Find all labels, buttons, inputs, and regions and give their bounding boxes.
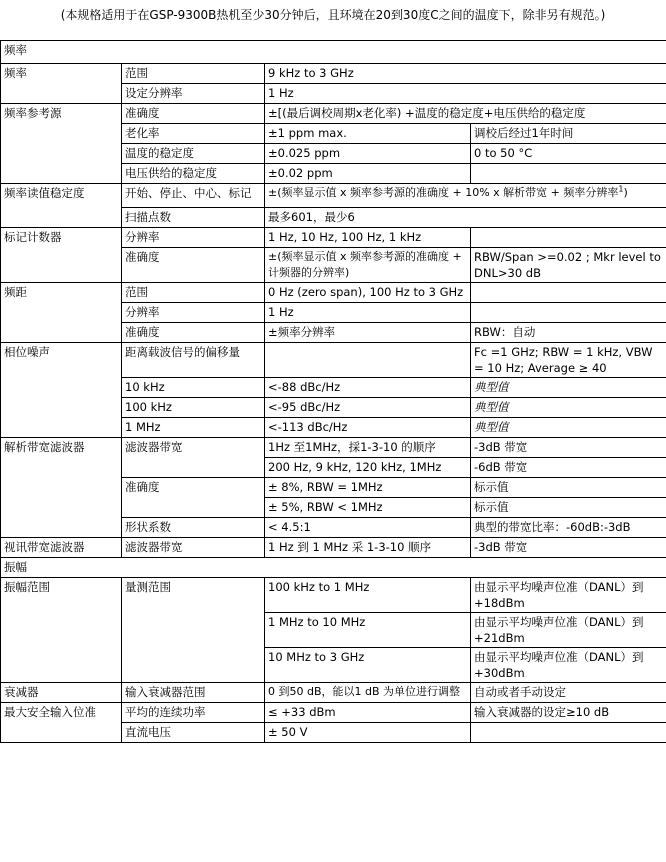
readout-formula: ±(频率显示值 x 频率参考源的准确度 + 10% x 解析带宽 + 频率分辨率 (268, 186, 619, 199)
value-cell (265, 184, 666, 208)
param-cell: 准确度 (122, 248, 265, 283)
value-cell: 0 Hz (zero span), 100 Hz to 3 GHz (265, 283, 471, 303)
value-cell: 1 Hz, 10 Hz, 100 Hz, 1 kHz (265, 228, 471, 248)
table-row (1, 184, 666, 208)
value-cell: <-113 dBc/Hz (265, 418, 471, 438)
value-cell: ±0.025 ppm (265, 144, 471, 164)
note-cell: Fc =1 GHz; RBW = 1 kHz, VBW = 10 Hz; Average ≥ 40 (471, 343, 666, 378)
value-cell: ±(频率显示值 x 频率参考源的准确度 + 计频器的分辨率) (265, 248, 471, 283)
category-cell: 振幅范围 (1, 578, 122, 683)
value-cell: ± 50 V (265, 723, 471, 743)
category-cell: 标记计数器 (1, 228, 122, 283)
value-cell: <-88 dBc/Hz (265, 378, 471, 398)
value-cell: ±[(最后调校周期x老化率) +温度的稳定度+电压供给的稳定度 (265, 104, 666, 124)
param-cell: 滤波器带宽 (122, 538, 265, 558)
note-cell: 输入衰减器的设定≥10 dB (471, 703, 666, 723)
value-cell: ≤ +33 dBm (265, 703, 471, 723)
table-row (1, 538, 666, 558)
param-cell: 设定分辨率 (122, 84, 265, 104)
table-row (1, 343, 666, 378)
note-cell (471, 283, 666, 303)
param-cell: 准确度 (122, 104, 265, 124)
note-cell: RBW/Span >=0.02 ; Mkr level to DNL>30 dB (471, 248, 666, 283)
category-cell: 频距 (1, 283, 122, 343)
value-cell: 1 Hz 到 1 MHz 采 1-3-10 顺序 (265, 538, 471, 558)
param-cell: 准确度 (122, 478, 265, 518)
category-cell: 频率读值稳定度 (1, 184, 122, 228)
note-cell: 标示值 (471, 478, 666, 498)
param-cell: 范围 (122, 283, 265, 303)
note-cell: 典型值 (471, 398, 666, 418)
note-cell: 自动或者手动设定 (471, 683, 666, 703)
note-cell: -6dB 带宽 (471, 458, 666, 478)
note-cell: 0 to 50 °C (471, 144, 666, 164)
param-cell: 电压供给的稳定度 (122, 164, 265, 184)
table-row (1, 228, 666, 248)
value-cell: <-95 dBc/Hz (265, 398, 471, 418)
param-cell: 温度的稳定度 (122, 144, 265, 164)
param-cell: 平均的连续功率 (122, 703, 265, 723)
table-row (1, 703, 666, 723)
note-cell: 由显示平均噪声位准（DANL）到 +18dBm (471, 578, 666, 613)
note-cell: 典型值 (471, 418, 666, 438)
value-cell: 1Hz 至1MHz，採1-3-10 的顺序 (265, 438, 471, 458)
section-row (1, 41, 666, 64)
table-row (1, 104, 666, 124)
value-cell: ±频率分辨率 (265, 323, 471, 343)
param-cell: 10 kHz (122, 378, 265, 398)
param-cell: 输入衰减器范围 (122, 683, 265, 703)
param-cell: 老化率 (122, 124, 265, 144)
section-row (1, 558, 666, 578)
param-cell: 1 MHz (122, 418, 265, 438)
category-cell: 频率 (1, 64, 122, 104)
note-cell: -3dB 带宽 (471, 538, 666, 558)
category-cell: 相位噪声 (1, 343, 122, 438)
note-cell: 由显示平均噪声位准（DANL）到 +30dBm (471, 648, 666, 683)
param-cell: 分辨率 (122, 228, 265, 248)
table-row (1, 64, 666, 84)
footnote-marker: 1 (618, 184, 624, 194)
note-cell (471, 723, 666, 743)
param-cell: 分辨率 (122, 303, 265, 323)
note-cell (471, 228, 666, 248)
spec-conditions-note: (本规格适用于在GSP-9300B热机至少30分钟后，且环境在20到30度C之间的温度下，除非另有规范。) (60, 8, 606, 22)
table-row (1, 578, 666, 613)
note-cell: 典型值 (471, 378, 666, 398)
value-cell: 最多601，最少6 (265, 208, 666, 228)
category-cell: 视讯带宽滤波器 (1, 538, 122, 558)
category-cell: 解析带宽滤波器 (1, 438, 122, 538)
value-cell: ±0.02 ppm (265, 164, 471, 184)
param-cell: 准确度 (122, 323, 265, 343)
param-cell: 形状系数 (122, 518, 265, 538)
param-cell: 距离载波信号的偏移量 (122, 343, 265, 378)
value-cell: 1 MHz to 10 MHz (265, 613, 471, 648)
note-cell: 典型的带宽比率：-60dB:-3dB (471, 518, 666, 538)
param-cell: 扫描点数 (122, 208, 265, 228)
category-cell: 最大安全输入位准 (1, 703, 122, 743)
note-cell: -3dB 带宽 (471, 438, 666, 458)
param-cell: 量测范围 (122, 578, 265, 683)
table-row (1, 438, 666, 458)
note-cell: 由显示平均噪声位准（DANL）到 +21dBm (471, 613, 666, 648)
param-cell: 开始、停止、中心、标记 (122, 184, 265, 208)
table-row (1, 683, 666, 703)
value-cell: 1 Hz (265, 303, 471, 323)
param-cell: 直流电压 (122, 723, 265, 743)
note-cell (471, 303, 666, 323)
readout-close: ) (623, 186, 628, 199)
section-amplitude: 振幅 (1, 558, 666, 578)
param-cell: 滤波器带宽 (122, 438, 265, 478)
note-cell: 调校后经过1年时间 (471, 124, 666, 144)
value-cell (265, 343, 471, 378)
value-cell: 1 Hz (265, 84, 666, 104)
value-cell: 0 到50 dB，能以1 dB 为单位进行调整 (265, 683, 471, 703)
value-cell: 100 kHz to 1 MHz (265, 578, 471, 613)
value-cell: 200 Hz, 9 kHz, 120 kHz, 1MHz (265, 458, 471, 478)
note-cell (471, 164, 666, 184)
param-cell: 100 kHz (122, 398, 265, 418)
param-cell: 范围 (122, 64, 265, 84)
table-row (1, 283, 666, 303)
note-cell: RBW：自动 (471, 323, 666, 343)
value-cell: ± 8%, RBW = 1MHz (265, 478, 471, 498)
category-cell: 频率参考源 (1, 104, 122, 184)
note-cell: 标示值 (471, 498, 666, 518)
value-cell: < 4.5:1 (265, 518, 471, 538)
value-cell: 10 MHz to 3 GHz (265, 648, 471, 683)
section-frequency: 频率 (1, 41, 666, 64)
value-cell: 9 kHz to 3 GHz (265, 64, 666, 84)
value-cell: ±1 ppm max. (265, 124, 471, 144)
value-cell: ± 5%, RBW < 1MHz (265, 498, 471, 518)
spec-table (0, 40, 666, 743)
category-cell: 衰减器 (1, 683, 122, 703)
